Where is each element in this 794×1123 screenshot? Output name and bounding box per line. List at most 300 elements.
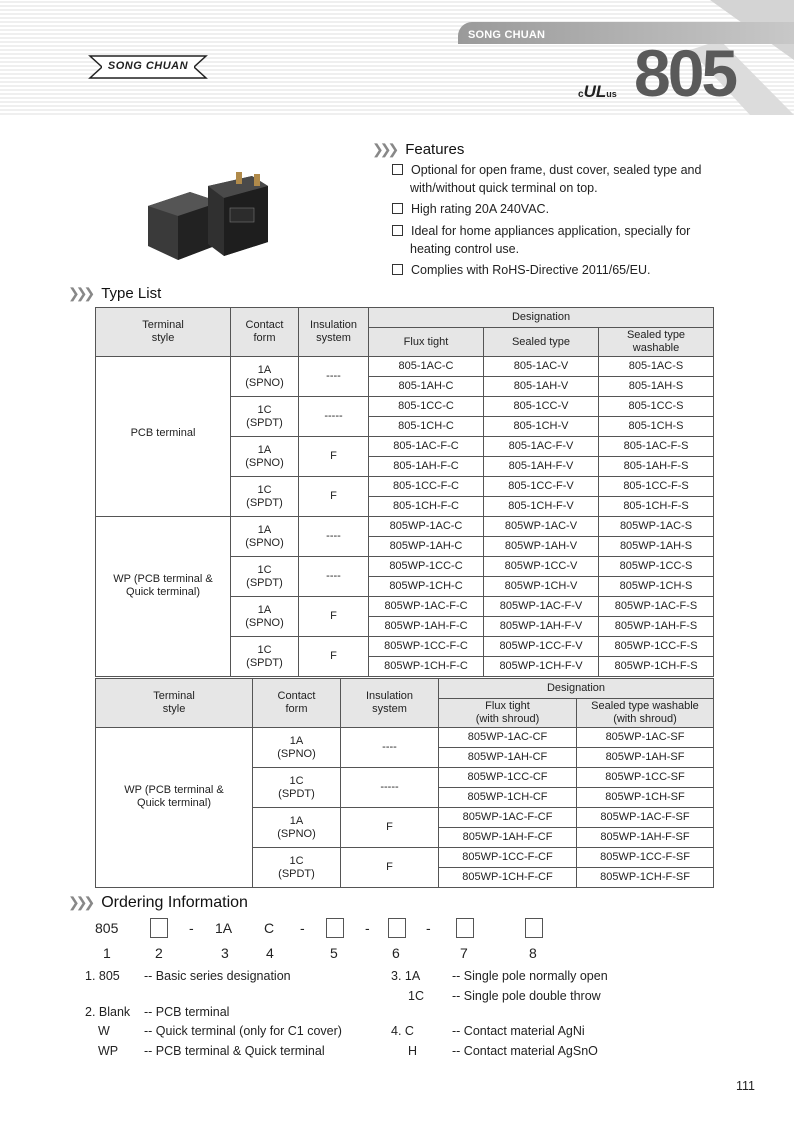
header-flux-tight-text: Flux tight: [403, 335, 449, 348]
cell-designation-text: 805-1AH-F-V: [508, 460, 574, 472]
checkbox-icon: [392, 264, 403, 275]
cell-contact-form: [253, 728, 341, 768]
cell-contact-form-text: 1C: [289, 774, 304, 787]
legend-2c-desc: -- PCB terminal & Quick terminal: [144, 1044, 325, 1058]
cell-contact-form-text: 1A: [257, 523, 272, 536]
cell-designation-text: 805-1CH-C: [398, 420, 454, 432]
cell-designation-text: 805WP-1AH-F-CF: [462, 831, 553, 843]
chevron-icon: ❯❯❯: [372, 141, 396, 157]
cell-contact-form-text: 1A: [289, 734, 304, 747]
position-5: 5: [330, 945, 338, 961]
type-list-table-2: [95, 678, 714, 888]
feature-3: Ideal for home appliances application, specially for heating control use.: [392, 222, 690, 258]
header-insulation-system-text: Insulation: [309, 319, 358, 331]
header-sealed-washable-text: washable: [632, 342, 680, 354]
cell-contact-form-text: 1A: [257, 363, 272, 376]
cell-designation-text: 805WP-1CH-F-C: [384, 660, 468, 672]
cell-designation: [599, 477, 714, 497]
ul-cert-mark: [578, 82, 617, 102]
code-box-7: [456, 918, 474, 938]
cell-contact-form-text: (SPNO): [277, 827, 316, 840]
cell-designation: [599, 397, 714, 417]
position-7: 7: [460, 945, 468, 961]
code-box-2: [150, 918, 168, 938]
cell-contact-form-text: 1A: [257, 603, 272, 616]
cell-insulation-text: F: [330, 450, 337, 462]
header-insulation-system-text: system: [372, 703, 407, 715]
cell-insulation-text: F: [330, 490, 337, 502]
cell-insulation-text: ----: [326, 370, 341, 382]
cell-designation-text: 805-1AC-V: [513, 360, 569, 372]
cell-designation: [577, 728, 714, 748]
cell-designation: [439, 768, 577, 788]
cell-designation: [484, 657, 599, 677]
cell-designation-text: 805WP-1AH-F-S: [614, 620, 698, 632]
cell-insulation: [341, 728, 439, 768]
cell-designation-text: 805WP-1AC-F-SF: [600, 811, 690, 823]
cell-contact-form: [231, 597, 299, 637]
type-list-title-text: Type List: [101, 285, 162, 302]
cell-designation: [577, 828, 714, 848]
position-8: 8: [529, 945, 537, 961]
song-chuan-logo: [88, 52, 208, 87]
cell-contact-form-text: (SPDT): [278, 787, 315, 800]
cell-designation: [484, 637, 599, 657]
header-designation-text: Designation: [546, 682, 606, 694]
cell-designation-text: 805WP-1AC-CF: [467, 731, 548, 743]
cell-designation-text: 805WP-1CH-SF: [605, 791, 685, 803]
cell-insulation-text: F: [386, 861, 393, 873]
table-row: [96, 517, 714, 537]
cell-terminal-style-text: WP (PCB terminal &: [113, 573, 213, 585]
cell-terminal-style-text: PCB terminal: [130, 427, 196, 439]
cell-insulation-text: F: [386, 821, 393, 833]
cell-designation: [577, 868, 714, 888]
header-contact-form-text: Contact: [277, 690, 316, 702]
cell-insulation-text: ----: [382, 741, 397, 753]
cell-designation-text: 805WP-1AH-F-C: [384, 620, 468, 632]
cell-designation-text: 805WP-1AH-V: [504, 540, 578, 552]
header-insulation-system: [299, 308, 369, 357]
legend-2b-desc: -- Quick terminal (only for C1 cover): [144, 1024, 342, 1038]
cell-contact-form-text: (SPNO): [277, 747, 316, 760]
cell-insulation: [299, 397, 369, 437]
legend-3-num: 3. 1A: [391, 969, 421, 983]
cell-contact-form: [231, 397, 299, 437]
cell-designation-text: 805-1AH-C: [398, 380, 454, 392]
cell-contact-form-text: (SPNO): [245, 536, 284, 549]
cell-designation-text: 805WP-1CC-F-C: [384, 640, 468, 652]
cell-designation: [369, 477, 484, 497]
cell-insulation: [341, 808, 439, 848]
header-sealed-washable-text: Sealed type: [626, 329, 686, 341]
cell-contact-form-text: 1C: [257, 483, 272, 496]
cell-designation-text: 805WP-1CC-S: [619, 560, 693, 572]
code-dash-4: -: [426, 920, 431, 936]
header-contact-form-text: form: [253, 332, 276, 344]
header-flux-tight-shroud: [439, 699, 577, 728]
cell-terminal-style-text: Quick terminal): [126, 586, 200, 598]
cell-designation: [599, 537, 714, 557]
cell-designation: [484, 577, 599, 597]
legend-2-desc: -- PCB terminal: [144, 1005, 230, 1019]
cell-designation: [599, 517, 714, 537]
cell-designation-text: 805WP-1AH-C: [389, 540, 463, 552]
cell-contact-form-text: (SPDT): [278, 867, 315, 880]
cell-contact-form-text: 1C: [257, 563, 272, 576]
cell-designation: [577, 848, 714, 868]
cell-designation-text: 805WP-1CC-CF: [467, 771, 548, 783]
cell-contact-form-text: (SPDT): [246, 576, 283, 589]
checkbox-icon: [392, 203, 403, 214]
cell-terminal-style: [96, 357, 231, 517]
cell-designation-text: 805WP-1CC-V: [504, 560, 578, 572]
cell-designation-text: 805WP-1CH-S: [619, 580, 693, 592]
header-designation: [369, 308, 714, 328]
cell-designation-text: 805-1CC-F-S: [623, 480, 689, 492]
table-row: [96, 679, 714, 699]
legend-2c-num: WP: [98, 1044, 119, 1058]
cell-contact-form-text: (SPNO): [245, 376, 284, 389]
cell-designation: [577, 808, 714, 828]
legend-4-desc: -- Contact material AgNi: [452, 1024, 585, 1038]
cell-designation: [599, 657, 714, 677]
relay-product-photo: [140, 172, 270, 268]
table-row: [96, 728, 714, 748]
cell-terminal-style: [96, 728, 253, 888]
cell-designation: [599, 557, 714, 577]
feature-4: Complies with RoHS-Directive 2011/65/EU.: [392, 261, 650, 279]
cell-designation: [369, 517, 484, 537]
cell-designation: [369, 637, 484, 657]
cell-contact-form: [231, 517, 299, 557]
cell-designation-text: 805-1CH-S: [628, 420, 684, 432]
cell-designation-text: 805-1CC-S: [628, 400, 684, 412]
logo-text: SONG CHUAN: [102, 60, 194, 72]
cell-designation-text: 805-1AC-F-S: [623, 440, 689, 452]
cell-insulation-text: ----: [326, 530, 341, 542]
cert-c: c: [578, 89, 584, 100]
cell-designation: [439, 788, 577, 808]
cell-designation: [369, 537, 484, 557]
cell-designation: [484, 597, 599, 617]
cell-contact-form-text: 1A: [257, 443, 272, 456]
code-contact: 1A: [215, 920, 233, 936]
brand-tab-label: SONG CHUAN: [468, 29, 546, 41]
cell-designation: [599, 457, 714, 477]
cell-designation: [439, 728, 577, 748]
header-insulation-system-text: Insulation: [365, 690, 414, 702]
cell-insulation-text: -----: [380, 781, 399, 793]
cell-designation: [484, 497, 599, 517]
header-sealed-washable-shroud-text: Sealed type washable: [591, 700, 699, 712]
cell-insulation: [299, 597, 369, 637]
cert-us: us: [606, 89, 617, 99]
cell-designation: [599, 437, 714, 457]
header-sealed-washable: [599, 328, 714, 357]
legend-1-num: 1. 805: [85, 969, 120, 983]
header-flux-tight: [369, 328, 484, 357]
table-row: [96, 308, 714, 328]
header-contact-form-text: Contact: [245, 319, 284, 331]
cell-designation: [369, 557, 484, 577]
type-list-title: [68, 285, 161, 302]
header-terminal-style-text: style: [151, 332, 175, 344]
header-terminal-style-text: Terminal: [153, 690, 195, 702]
cell-contact-form-text: 1C: [289, 854, 304, 867]
cert-ul: UL: [583, 82, 607, 101]
position-3: 3: [221, 945, 229, 961]
cell-designation-text: 805WP-1CC-SF: [605, 771, 685, 783]
header-terminal-style-text: Terminal: [142, 319, 184, 331]
cell-insulation: [299, 437, 369, 477]
cell-contact-form-text: 1A: [289, 814, 304, 827]
cell-insulation-text: ----: [326, 570, 341, 582]
cell-designation-text: 805WP-1AC-V: [504, 520, 578, 532]
cell-designation-text: 805WP-1CC-F-V: [499, 640, 583, 652]
code-dash-3: -: [365, 920, 370, 936]
cell-designation-text: 805WP-1CH-V: [504, 580, 578, 592]
header-terminal-style: [96, 308, 231, 357]
cell-designation: [369, 357, 484, 377]
position-6: 6: [392, 945, 400, 961]
cell-designation: [484, 477, 599, 497]
cell-designation: [369, 597, 484, 617]
cell-designation: [439, 828, 577, 848]
cell-designation: [577, 748, 714, 768]
cell-designation: [599, 577, 714, 597]
cell-designation-text: 805WP-1CH-F-SF: [600, 871, 690, 883]
cell-designation: [369, 497, 484, 517]
cell-designation: [599, 637, 714, 657]
legend-3-desc: -- Single pole normally open: [452, 969, 608, 983]
cell-designation: [484, 357, 599, 377]
cell-designation: [577, 768, 714, 788]
cell-terminal-style-text: WP (PCB terminal &: [124, 784, 224, 796]
cell-designation-text: 805-1AH-F-C: [393, 460, 459, 472]
cell-designation: [599, 377, 714, 397]
header-flux-tight-shroud-text: Flux tight: [485, 700, 530, 712]
cell-designation: [484, 517, 599, 537]
header-terminal-style: [96, 679, 253, 728]
header-terminal-style-text: style: [162, 703, 186, 715]
cell-designation: [599, 597, 714, 617]
header-designation-text: Designation: [511, 311, 571, 323]
cell-designation: [599, 417, 714, 437]
cell-designation-text: 805-1AH-V: [513, 380, 569, 392]
cell-designation-text: 805WP-1AC-F-C: [384, 600, 468, 612]
legend-4-num: 4. C: [391, 1024, 414, 1038]
cell-contact-form-text: (SPDT): [246, 416, 283, 429]
table-row: [96, 357, 714, 377]
page-number: 111: [736, 1079, 756, 1093]
cell-terminal-style: [96, 517, 231, 677]
cell-designation-text: 805-1CH-F-V: [508, 500, 574, 512]
checkbox-icon: [392, 164, 403, 175]
cell-designation-text: 805-1AH-F-S: [623, 460, 689, 472]
legend-3b-num: 1C: [408, 989, 424, 1003]
cell-designation-text: 805WP-1CC-C: [389, 560, 463, 572]
chevron-icon: ❯❯❯: [68, 894, 92, 910]
cell-designation-text: 805WP-1CH-CF: [467, 791, 548, 803]
cell-designation-text: 805WP-1AC-F-V: [499, 600, 583, 612]
legend-3b-desc: -- Single pole double throw: [452, 989, 601, 1003]
cell-insulation: [299, 477, 369, 517]
cell-insulation-text: -----: [324, 410, 343, 422]
cell-contact-form-text: 1C: [257, 643, 272, 656]
cell-designation-text: 805-1CC-F-C: [392, 480, 459, 492]
legend-4b-desc: -- Contact material AgSnO: [452, 1044, 598, 1058]
type-list-table-1: [95, 307, 714, 677]
code-box-6: [388, 918, 406, 938]
cell-insulation: [341, 768, 439, 808]
cell-contact-form: [231, 357, 299, 397]
cell-designation-text: 805WP-1AH-F-V: [499, 620, 583, 632]
ordering-title: [68, 894, 248, 912]
cell-contact-form-text: (SPDT): [246, 496, 283, 509]
cell-designation: [484, 617, 599, 637]
cell-designation-text: 805-1CC-V: [513, 400, 569, 412]
brand-tab: [458, 22, 794, 44]
legend-4b-num: H: [408, 1044, 418, 1058]
code-base: 805: [95, 920, 119, 936]
ordering-title-text: Ordering Information: [101, 894, 248, 911]
code-material: C: [264, 920, 275, 936]
cell-contact-form-text: (SPNO): [245, 616, 284, 629]
cell-designation-text: 805WP-1AC-F-S: [614, 600, 698, 612]
legend-2b-num: W: [98, 1024, 110, 1038]
cell-contact-form: [231, 477, 299, 517]
cell-contact-form: [253, 768, 341, 808]
cell-designation-text: 805WP-1AH-F-SF: [600, 831, 690, 843]
cell-insulation: [299, 357, 369, 397]
header-insulation-system-text: system: [316, 332, 351, 344]
cell-designation: [484, 537, 599, 557]
cell-designation-text: 805-1AC-C: [398, 360, 454, 372]
cell-designation-text: 805-1AC-F-C: [393, 440, 459, 452]
cell-designation-text: 805WP-1AC-F-CF: [462, 811, 553, 823]
cell-designation: [439, 848, 577, 868]
cell-designation-text: 805WP-1AH-SF: [605, 751, 685, 763]
cell-designation-text: 805WP-1CH-F-S: [614, 660, 698, 672]
code-box-8: [525, 918, 543, 938]
cell-designation: [369, 437, 484, 457]
cell-designation-text: 805WP-1AH-CF: [467, 751, 548, 763]
cell-designation-text: 805WP-1AC-S: [619, 520, 693, 532]
features-title-text: Features: [405, 141, 465, 158]
cell-contact-form-text: 1C: [257, 403, 272, 416]
cell-designation: [484, 557, 599, 577]
cell-contact-form: [231, 437, 299, 477]
header-contact-form: [253, 679, 341, 728]
cell-contact-form-text: (SPDT): [246, 656, 283, 669]
header-insulation-system: [341, 679, 439, 728]
cell-contact-form-text: (SPNO): [245, 456, 284, 469]
position-1: 1: [103, 945, 111, 961]
cell-insulation-text: F: [330, 650, 337, 662]
features-title: [372, 141, 464, 158]
cell-designation: [439, 748, 577, 768]
cell-contact-form: [253, 808, 341, 848]
cell-designation: [369, 417, 484, 437]
feature-1: Optional for open frame, dust cover, sealed type and with/without quick terminal on top.: [392, 161, 701, 197]
code-dash-2: -: [300, 920, 305, 936]
cell-designation: [599, 357, 714, 377]
cell-designation: [599, 617, 714, 637]
cell-designation: [369, 457, 484, 477]
cell-designation-text: 805-1CC-F-V: [508, 480, 574, 492]
model-number: 805: [634, 36, 736, 110]
cell-designation-text: 805-1CH-F-S: [623, 500, 689, 512]
cell-designation: [369, 577, 484, 597]
cell-contact-form: [231, 557, 299, 597]
feature-2: High rating 20A 240VAC.: [392, 200, 549, 218]
code-box-5: [326, 918, 344, 938]
cell-designation-text: 805-1CC-C: [398, 400, 454, 412]
cell-designation: [369, 377, 484, 397]
header-sealed-washable-shroud: [577, 699, 714, 728]
cell-designation-text: 805-1CH-F-C: [392, 500, 459, 512]
header-flux-tight-shroud-text: (with shroud): [475, 713, 540, 725]
cell-designation-text: 805-1CH-V: [513, 420, 569, 432]
code-dash-1: -: [189, 920, 194, 936]
position-4: 4: [266, 945, 274, 961]
legend-2-num: 2. Blank: [85, 1005, 131, 1019]
cell-designation-text: 805-1AC-F-V: [508, 440, 574, 452]
cell-contact-form: [253, 848, 341, 888]
checkbox-icon: [392, 225, 403, 236]
cell-insulation: [299, 557, 369, 597]
header-sealed-washable-shroud-text: (with shroud): [613, 713, 677, 725]
cell-insulation: [341, 848, 439, 888]
cell-designation-text: 805WP-1CC-F-S: [614, 640, 698, 652]
cell-designation: [369, 617, 484, 637]
cell-designation-text: 805WP-1AC-SF: [605, 731, 685, 743]
cell-designation-text: 805WP-1CH-F-V: [499, 660, 583, 672]
header-contact-form: [231, 308, 299, 357]
cell-designation-text: 805WP-1AH-S: [619, 540, 693, 552]
cell-designation-text: 805WP-1AC-C: [389, 520, 463, 532]
cell-designation-text: 805-1AH-S: [628, 380, 684, 392]
header-sealed-type-text: Sealed type: [511, 335, 571, 348]
cell-insulation: [299, 637, 369, 677]
cell-designation: [439, 808, 577, 828]
cell-designation-text: 805WP-1CH-C: [389, 580, 463, 592]
legend-1-desc: -- Basic series designation: [144, 969, 291, 983]
cell-designation: [439, 868, 577, 888]
cell-designation: [484, 397, 599, 417]
position-2: 2: [155, 945, 163, 961]
header-designation: [439, 679, 714, 699]
cell-insulation-text: F: [330, 610, 337, 622]
cell-designation: [369, 397, 484, 417]
cell-designation: [484, 377, 599, 397]
cell-designation: [369, 657, 484, 677]
chevron-icon: ❯❯❯: [68, 285, 92, 301]
cell-designation-text: 805-1AC-S: [628, 360, 684, 372]
cell-designation-text: 805WP-1CH-F-CF: [462, 871, 553, 883]
cell-designation-text: 805WP-1CC-F-SF: [600, 851, 690, 863]
cell-designation: [484, 457, 599, 477]
cell-insulation: [299, 517, 369, 557]
cell-contact-form: [231, 637, 299, 677]
cell-designation: [484, 417, 599, 437]
cell-designation-text: 805WP-1CC-F-CF: [462, 851, 553, 863]
cell-designation: [484, 437, 599, 457]
cell-designation: [599, 497, 714, 517]
header-sealed-type: [484, 328, 599, 357]
cell-designation: [577, 788, 714, 808]
